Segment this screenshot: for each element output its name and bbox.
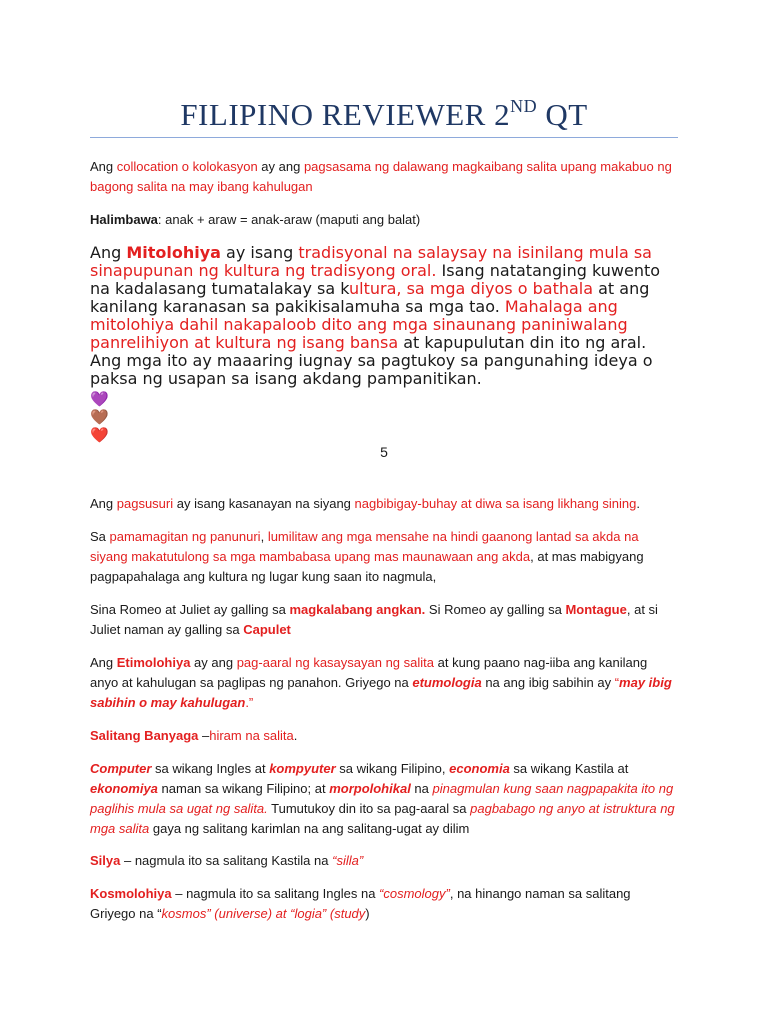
term-pagsusuri: pagsusuri bbox=[116, 496, 174, 511]
red-heart-icon: ❤️ bbox=[90, 427, 109, 444]
paragraph-pagsusuri: Ang pagsusuri ay isang kasanayan na siyang nagbibigay-buhay at diwa sa isang likhang sining. bbox=[90, 496, 641, 511]
term-etimolohiya: Etimolohiya bbox=[116, 655, 191, 670]
paragraph-computer: Computer sa wikang Ingles at kompyuter sa wikang Filipino, economia sa wikang Kastila at ekonomiya naman sa wikang Filipino; at morpolohikal na pinagmulan kung saan nagpapakita ito ng paglihis mula sa ugat ng salita. Tumutukoy din ito sa pag-aaral sa pagbabago ng anyo at istruktura ng mga salita gaya ng salitang karimlan na ang salitang-ugat ay dilim bbox=[90, 761, 675, 836]
paragraph-example bbox=[90, 210, 678, 230]
term-collocation: collocation o kolokasyon bbox=[116, 159, 258, 174]
title-tail: QT bbox=[537, 97, 588, 132]
paragraph-mitolohiya: Ang Mitolohiya ay isang tradisyonal na salaysay na isinilang mula sa sinapupunan ng kultura ng tradisyong oral. Isang natatanging kuwento na kadalasang tumatalakay sa kultura, sa mga diyos o bathala at ang kanilang karanasan sa pakikisalamuha sa mga tao. Mahalaga ang mitolohiya dahil nakapaloob dito ang mga sinaunang paniniwalang panrelihiyon at kultura ng isang bansa at kapupulutan din ito ng aral. Ang mga ito ay maaaring iugnay sa pagtukoy sa pangunahing ideya o paksa ng usapan sa isang akdang pampanitikan. bbox=[90, 243, 661, 388]
example-label: Halimbawa bbox=[90, 212, 158, 227]
title-text: FILIPINO REVIEWER 2 bbox=[180, 97, 511, 132]
paragraph-kosmolohiya: Kosmolohiya – nagmula ito sa salitang Ingles na “cosmology”, na hinango naman sa salitang Griyego na “kosmos” (universe) at “logia” (study) bbox=[90, 886, 631, 921]
brown-heart-icon: 🤎 bbox=[90, 409, 109, 426]
title-underline bbox=[90, 137, 678, 138]
paragraph-panunuri: Sa pamamagitan ng panunuri, lumilitaw ang mga mensahe na hindi gaanong lantad sa akda na siyang makatutulong sa mga mambabasa upang mas maunawaan ang akda, at mas mabigyang pagpapahalaga ang kultura ng lugar kung saan ito nagmula, bbox=[90, 529, 644, 584]
example-text: : anak + araw = anak-araw (maputi ang balat) bbox=[157, 212, 421, 227]
paragraph-collocation: Ang collocation o kolokasyon ay ang pagsasama ng dalawang magkaibang salita upang makabuo ng bagong salita na may ibang kahulugan bbox=[90, 159, 672, 194]
term-salitang-banyaga: Salitang Banyaga bbox=[90, 728, 199, 743]
paragraph-salitang-banyaga: Salitang Banyaga –hiram na salita. bbox=[90, 728, 298, 743]
paragraph-etimolohiya: Ang Etimolohiya ay ang pag-aaral ng kasaysayan ng salita at kung paano nag-iiba ang kanilang anyo at kahulugan sa paglipas ng panahon. Griyego na etumologia na ang ibig sabihin ay “may ibig sabihin o may kahulugan.” bbox=[90, 655, 672, 710]
term-mitolohiya: Mitolohiya bbox=[126, 243, 221, 262]
paragraph-romeo-juliet: Sina Romeo at Juliet ay galling sa magkalabang angkan. Si Romeo ay galling sa Montague, at si Juliet naman ay galling sa Capulet bbox=[90, 602, 658, 637]
purple-heart-icon: 💜 bbox=[90, 391, 109, 408]
definition-collocation: pagsasama ng dalawang magkaibang salita upang makabuo ng bagong salita na may ibang kahulugan bbox=[90, 159, 672, 194]
document-title bbox=[90, 96, 678, 133]
term-kosmolohiya: Kosmolohiya bbox=[90, 886, 172, 901]
page-number: 5 bbox=[380, 444, 388, 460]
term-panunuri: pamamagitan ng panunuri bbox=[109, 529, 261, 544]
term-silya: Silya bbox=[90, 853, 121, 868]
title-superscript: ND bbox=[510, 96, 538, 116]
paragraph-silya: Silya – nagmula ito sa salitang Kastila na “silla” bbox=[90, 853, 364, 868]
